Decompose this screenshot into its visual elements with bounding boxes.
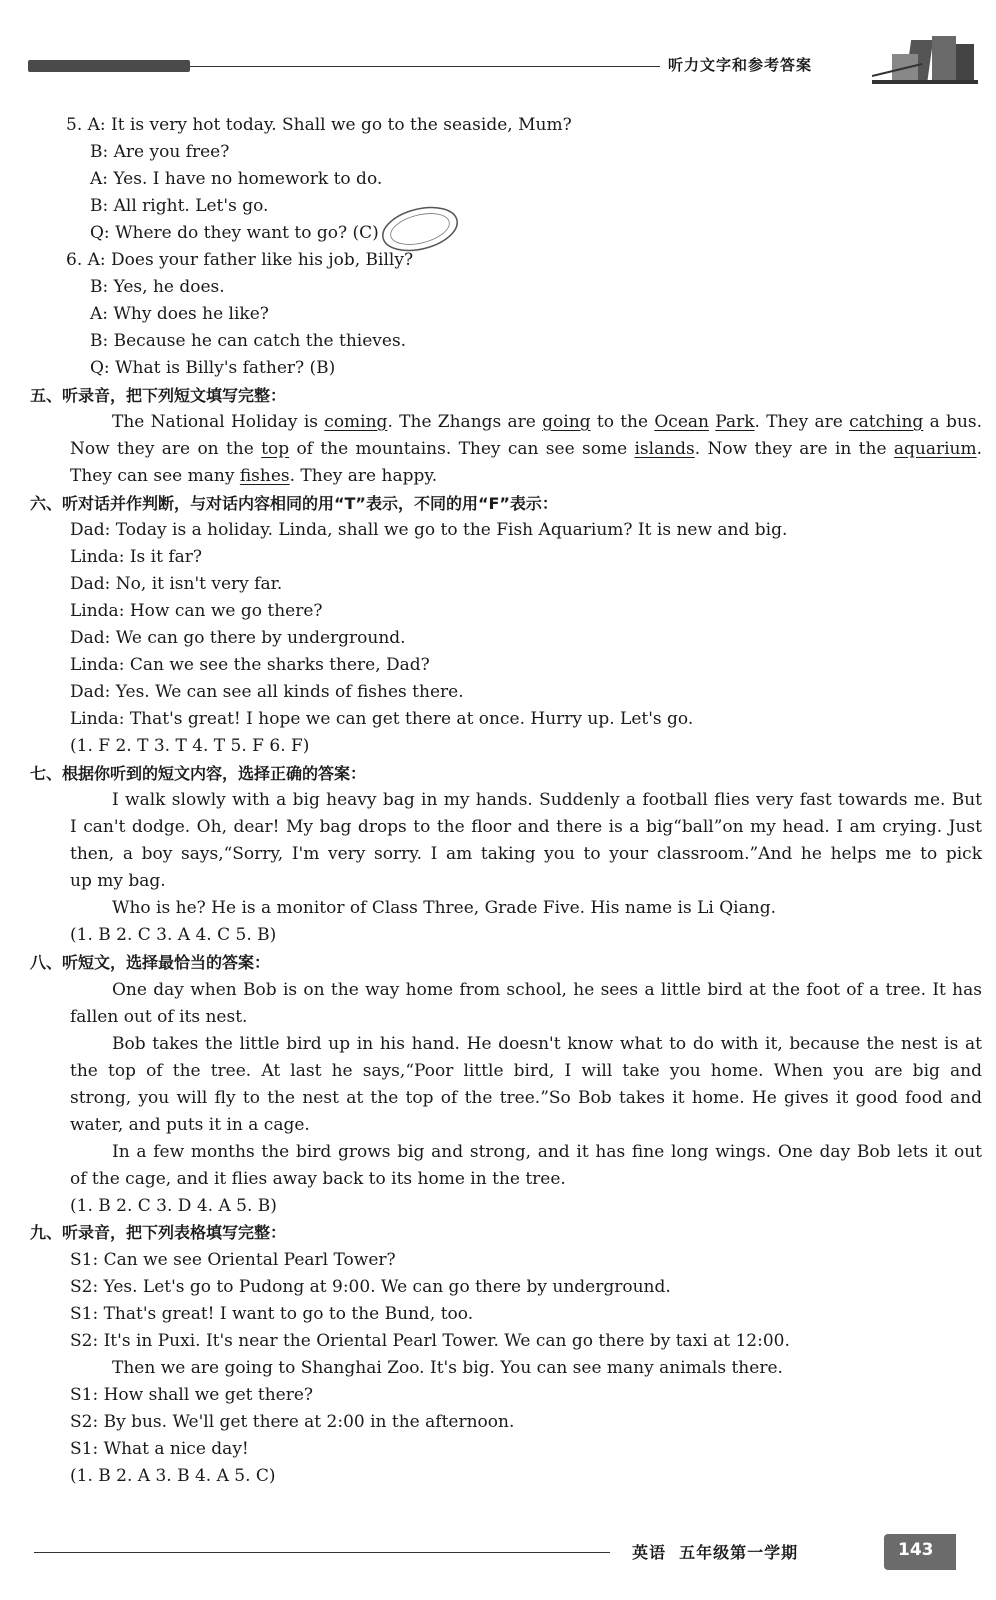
text-line: up my bag. [70,871,166,891]
header-rule [190,66,660,67]
text-line: strong, you will fly to the nest at the top of the tree.”So Bob takes it home. He gives it good food and [70,1088,982,1108]
answer-blank: Park [715,412,755,432]
text-line: Dad: No, it isn't very far. [70,574,283,594]
text-line: B: Are you free? [90,142,230,162]
text-line: the top of the tree. At last he says,“Poor little bird, I will take you home. When you are big and [70,1061,982,1081]
text-line: Dad: Today is a holiday. Linda, shall we go to the Fish Aquarium? It is new and big. [70,520,788,540]
passage-line: They can see many fishes. They are happy. [70,466,438,486]
text-line: Linda: How can we go there? [70,601,323,621]
answer-key: (1. B 2. C 3. A 4. C 5. B) [70,925,277,945]
answer-blank: going [542,412,591,432]
text-line: B: Yes, he does. [90,277,225,297]
text-line: fallen out of its nest. [70,1007,248,1027]
text-line: One day when Bob is on the way home from school, he sees a little bird at the foot of a tree. It has [112,980,982,1000]
answer-blank: top [261,439,290,459]
answer-blank: aquarium [893,439,977,459]
text-line: water, and puts it in a cage. [70,1115,310,1135]
text-line: S2: Yes. Let's go to Pudong at 9:00. We can go there by underground. [70,1277,671,1297]
text-line: I can't dodge. Oh, dear! My bag drops to the floor and there is a big“ball”on my head. I am crying. Just [70,817,982,837]
section-heading-5: 五、听录音，把下列短文填写完整： [30,386,287,405]
text-line: 6. A: Does your father like his job, Billy? [66,250,414,270]
text-line: Linda: That's great! I hope we can get there at once. Hurry up. Let's go. [70,709,694,729]
answer-blank: islands [634,439,695,459]
text-line: 5. A: It is very hot today. Shall we go to the seaside, Mum? [66,115,572,135]
text-line: S1: That's great! I want to go to the Bund, too. [70,1304,474,1324]
text-line: In a few months the bird grows big and strong, and it has fine long wings. One day Bob lets it out [112,1142,982,1162]
text-line: Dad: We can go there by underground. [70,628,406,648]
stamp-seal [378,204,462,254]
section-heading-6: 六、听对话并作判断，与对话内容相同的用“T”表示，不同的用“F”表示： [30,494,558,513]
text-line: I walk slowly with a big heavy bag in my hands. Suddenly a football flies very fast towards me. But [112,790,982,810]
text-line: S2: It's in Puxi. It's near the Oriental Pearl Tower. We can go there by taxi at 12:00. [70,1331,790,1351]
page-number: 143 [898,1540,934,1560]
answer-blank: coming [324,412,388,432]
section-heading-8: 八、听短文，选择最恰当的答案： [30,953,271,972]
text-line: A: Why does he like? [90,304,269,324]
passage-line: Now they are on the top of the mountains. They can see some islands. Now they are in the aquarium. [70,439,982,459]
footer-label: 英语 五年级第一学期 [632,1543,799,1562]
header-title: 听力文字和参考答案 [668,56,813,74]
passage-line: The National Holiday is coming. The Zhangs are going to the Ocean Park. They are catching a bus. [112,412,983,432]
answer-key: (1. B 2. C 3. D 4. A 5. B) [70,1196,277,1216]
text-line: A: Yes. I have no homework to do. [90,169,383,189]
text-line: S1: Can we see Oriental Pearl Tower? [70,1250,396,1270]
section-heading-7: 七、根据你听到的短文内容，选择正确的答案： [30,764,367,783]
text-line: Bob takes the little bird up in his hand. He doesn't know what to do with it, because the nest is at [112,1034,982,1054]
text-line: Q: Where do they want to go? (C) [90,223,379,243]
text-line: B: All right. Let's go. [90,196,269,216]
answer-key: (1. F 2. T 3. T 4. T 5. F 6. F) [70,736,310,756]
text-line: Linda: Is it far? [70,547,203,567]
text-line: S1: How shall we get there? [70,1385,314,1405]
header-bar [28,60,190,72]
text-line: of the cage, and it flies away back to its home in the tree. [70,1169,566,1189]
text-line: B: Because he can catch the thieves. [90,331,407,351]
text-line: Dad: Yes. We can see all kinds of fishes there. [70,682,464,702]
answer-blank: Ocean [654,412,709,432]
text-line: then, a boy says,“Sorry, I'm very sorry. I am taking you to your classroom.”And he helps me to pick [70,844,982,864]
text-line: S1: What a nice day! [70,1439,249,1459]
text-line: S2: By bus. We'll get there at 2:00 in the afternoon. [70,1412,515,1432]
text-line: Q: What is Billy's father? (B) [90,358,336,378]
footer-rule [34,1552,610,1553]
answer-blank: catching [849,412,924,432]
text-line: Linda: Can we see the sharks there, Dad? [70,655,430,675]
text-line: Who is he? He is a monitor of Class Three, Grade Five. His name is Li Qiang. [112,898,776,918]
answer-key: (1. B 2. A 3. B 4. A 5. C) [70,1466,276,1486]
books-icon [872,34,978,86]
answer-blank: fishes [239,466,290,486]
section-heading-9: 九、听录音，把下列表格填写完整： [30,1223,287,1242]
text-line: Then we are going to Shanghai Zoo. It's big. You can see many animals there. [112,1358,783,1378]
